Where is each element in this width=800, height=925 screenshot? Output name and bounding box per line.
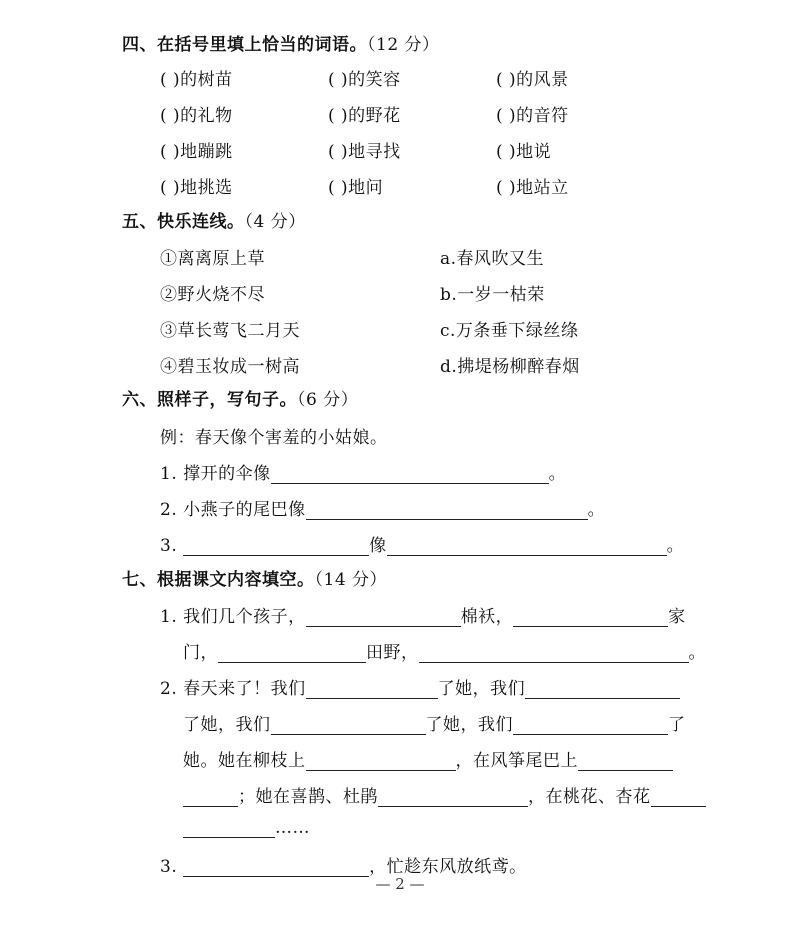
- section-4-heading: 四、在括号里填上恰当的词语。: [122, 35, 367, 55]
- section-4-title: [122, 30, 440, 55]
- question-number: 3.: [160, 857, 178, 877]
- section-7-heading: 七、根据课文内容填空。: [122, 570, 315, 590]
- question-7-1: [160, 602, 686, 627]
- section-5-heading: 五、快乐连线。: [122, 212, 245, 232]
- section-4-points: （12 分）: [367, 35, 440, 55]
- question-7-2: [160, 674, 680, 699]
- example-sentence: 例：春天像个害羞的小姑娘。: [160, 428, 388, 448]
- question-7-1-cont: [183, 638, 706, 663]
- answer-blank[interactable]: [183, 789, 238, 807]
- question-text: ，在桃花、杏花: [528, 787, 651, 807]
- period: 。: [587, 500, 606, 520]
- question-7-2-cont4: [183, 818, 310, 838]
- answer-blank[interactable]: [271, 717, 426, 735]
- answer-blank[interactable]: [419, 645, 689, 663]
- question-text: 像: [369, 536, 387, 556]
- fill-item: ( )地说: [496, 142, 552, 162]
- fill-item: ( )地蹦跳: [160, 142, 233, 162]
- answer-blank[interactable]: [306, 609, 461, 627]
- fill-item: ( )地站立: [496, 178, 569, 198]
- answer-blank[interactable]: [218, 645, 366, 663]
- section-5-points: （4 分）: [244, 212, 306, 232]
- question-7-2-cont2: [183, 746, 673, 771]
- page-number: — 2 —: [375, 875, 425, 893]
- question-text: 1. 撑开的伞像: [160, 464, 271, 484]
- answer-blank[interactable]: [306, 502, 588, 520]
- question-7-3: [160, 852, 527, 877]
- question-text: 家: [668, 607, 686, 627]
- section-5-title: [122, 207, 306, 232]
- fill-item: ( )的风景: [496, 70, 569, 90]
- question-text: ，忙趁东风放纸鸢。: [369, 857, 527, 877]
- answer-blank[interactable]: [513, 609, 668, 627]
- question-text: 了她，我们: [183, 715, 271, 735]
- match-left-item: ③草长莺飞二月天: [160, 321, 300, 341]
- question-text: 了她，我们: [425, 715, 513, 735]
- question-text: 门，: [183, 643, 218, 663]
- answer-blank[interactable]: [651, 789, 706, 807]
- match-left-item: ②野火烧不尽: [160, 285, 265, 305]
- question-6-3: [160, 531, 684, 556]
- answer-blank[interactable]: [387, 538, 667, 556]
- fill-item: ( )的野花: [328, 106, 401, 126]
- fill-item: ( )地问: [328, 178, 384, 198]
- section-6-title: [122, 385, 358, 410]
- question-text: 她。她在柳枝上: [183, 751, 306, 771]
- fill-item: ( )地挑选: [160, 178, 233, 198]
- question-text: 了她，我们: [437, 679, 526, 699]
- question-text: 1. 我们几个孩子，: [160, 607, 306, 627]
- fill-item: ( )的笑容: [328, 70, 401, 90]
- match-right-item: b.一岁一枯荣: [440, 285, 545, 305]
- question-text: 田野，: [366, 643, 419, 663]
- fill-item: ( )的音符: [496, 106, 569, 126]
- question-7-2-cont3: [183, 782, 706, 807]
- match-right-item: d.拂堤杨柳醉春烟: [440, 357, 580, 377]
- match-left-item: ①离离原上草: [160, 249, 265, 269]
- ellipsis: ……: [275, 818, 310, 838]
- answer-blank[interactable]: [306, 753, 456, 771]
- fill-item: ( )的礼物: [160, 106, 233, 126]
- question-text: 2. 春天来了！我们: [160, 679, 306, 699]
- answer-blank[interactable]: [306, 681, 438, 699]
- answer-blank[interactable]: [378, 789, 528, 807]
- fill-item: ( )的树苗: [160, 70, 233, 90]
- answer-blank[interactable]: [183, 538, 369, 556]
- section-6-points: （6 分）: [297, 390, 359, 410]
- match-left-item: ④碧玉妆成一树高: [160, 357, 300, 377]
- question-text: ；她在喜鹊、杜鹃: [238, 787, 378, 807]
- period: 。: [666, 536, 685, 556]
- answer-blank[interactable]: [183, 820, 275, 838]
- section-7-title: [122, 565, 387, 590]
- period: 。: [688, 643, 706, 663]
- fill-item: ( )地寻找: [328, 142, 401, 162]
- question-text: ，在风筝尾巴上: [455, 751, 578, 771]
- match-right-item: a.春风吹又生: [440, 249, 545, 269]
- question-number: 3.: [160, 536, 178, 556]
- match-right-item: c.万条垂下绿丝绦: [440, 321, 579, 341]
- answer-blank[interactable]: [578, 753, 673, 771]
- section-7-points: （14 分）: [314, 570, 388, 590]
- answer-blank[interactable]: [271, 466, 549, 484]
- answer-blank[interactable]: [513, 717, 668, 735]
- question-6-2: [160, 495, 605, 520]
- period: 。: [548, 464, 567, 484]
- section-6-heading: 六、照样子，写句子。: [122, 390, 297, 410]
- answer-blank[interactable]: [525, 681, 680, 699]
- question-text: 了: [668, 715, 686, 735]
- question-7-2-cont: [183, 710, 686, 735]
- question-text: 2. 小燕子的尾巴像: [160, 500, 306, 520]
- question-6-1: [160, 459, 566, 484]
- question-text: 棉袄，: [460, 607, 514, 627]
